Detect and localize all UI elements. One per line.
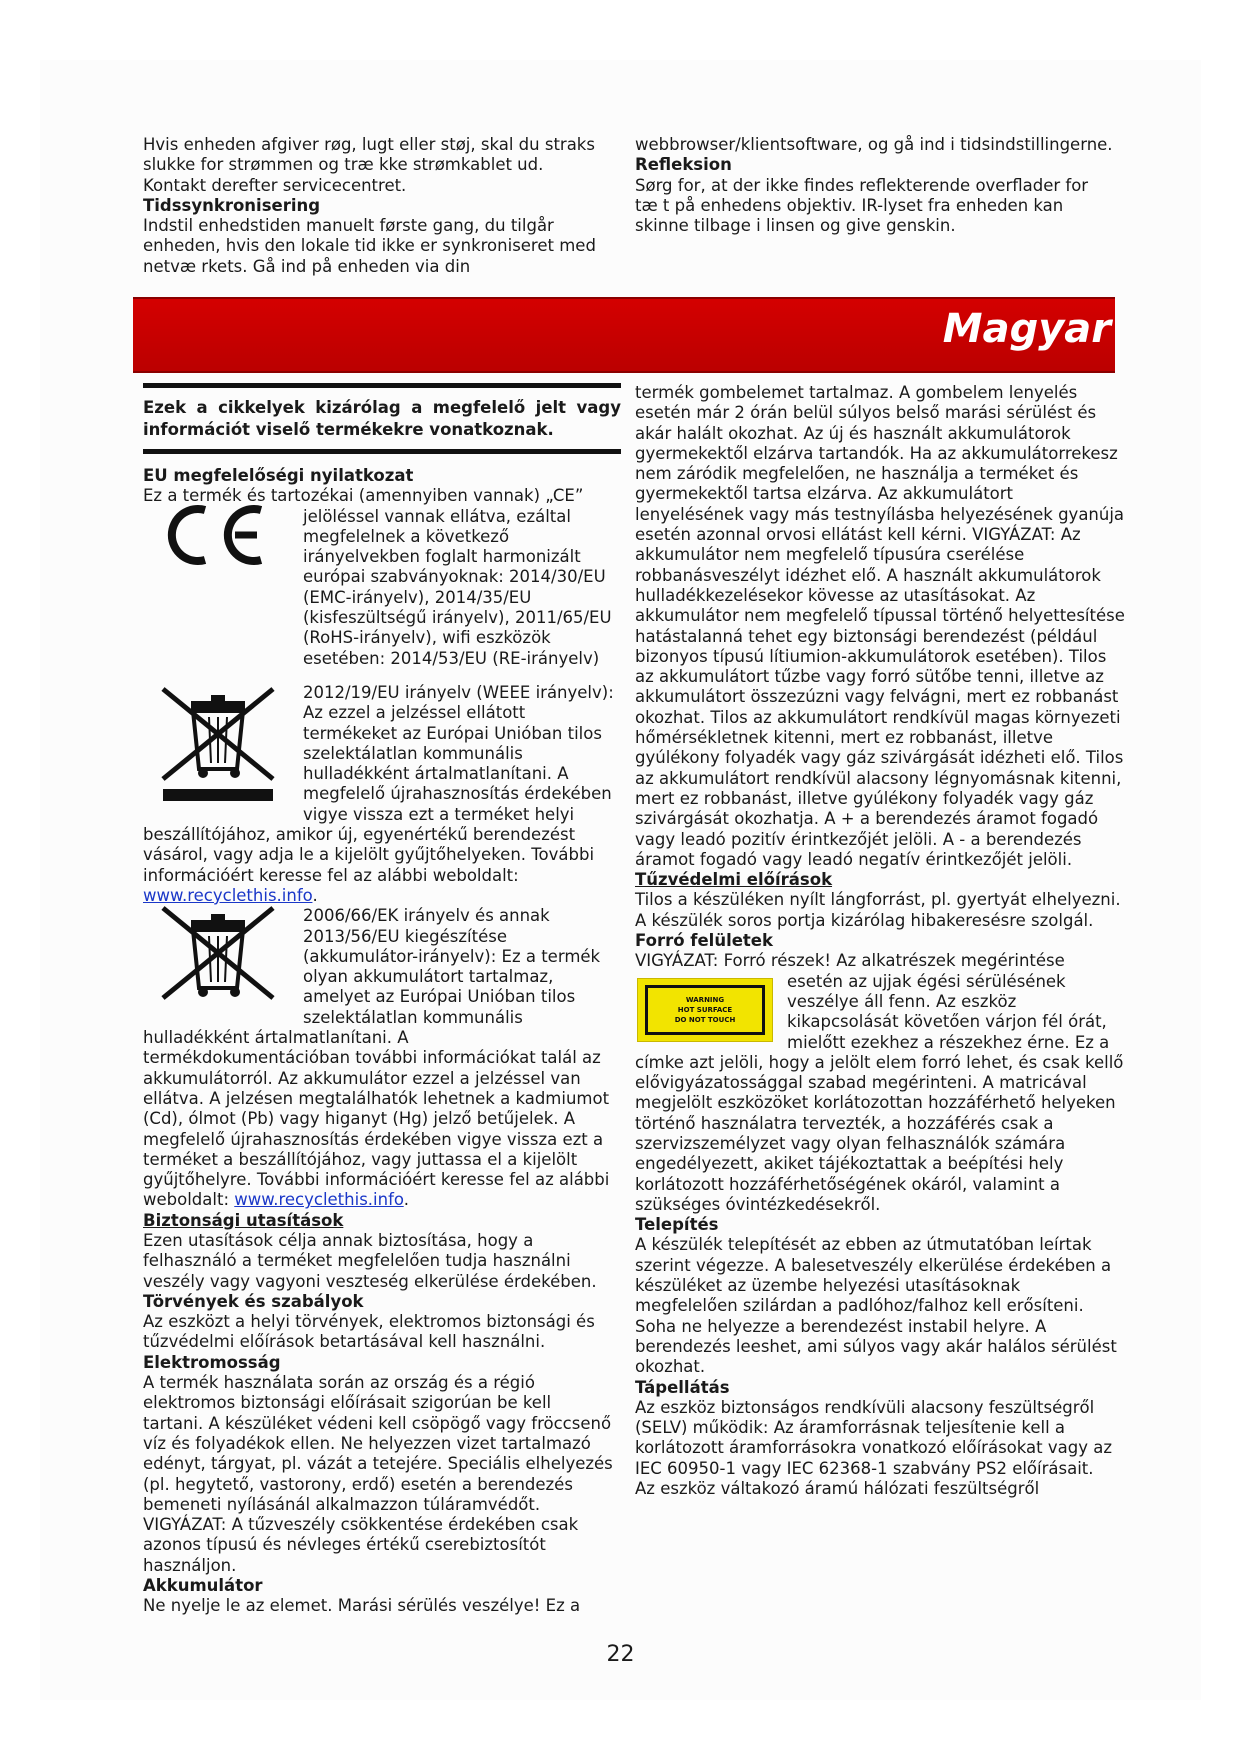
paragraph: Ne nyelje le az elemet. Marási sérülés veszélye! Ez a: [143, 1596, 581, 1616]
weee-bin-icon: [143, 683, 293, 803]
paragraph: esetén az ujjak égési sérülésének veszélye áll fenn. Az eszköz kikapcsolását követően várjon fél órát, mielőtt ezekhez a részekhez érne. Ez a címke azt jelöli, hogy a jelölt elem forró lehet, és csak kellő elővigyázatossággal szabad megérinteni. A matricával megjelölt eszközöket korlátozottan hozzáférhető helyeken történő használatra tervezték, a hozzáférés csak a szervizszemélyzet vagy olyan felhasználók számára engedélyezett, akiket tájékoztattak a beépítési hely korlátozott hozzáférhetőségének okáról, valamint a szükséges óvintézkedésekről.: [635, 971, 1124, 1214]
paragraph: VIGYÁZAT: Forró részek! Az alkatrészek megérintése: [635, 951, 1065, 971]
heading-fire: Tűzvédelmi előírások: [635, 870, 833, 890]
left-main-column: [143, 466, 615, 1617]
heading-refleksion: Refleksion: [635, 155, 732, 175]
paragraph: Hvis enheden afgiver røg, lugt eller støj, skal du straks slukke for strømmen og træ kke strømkablet ud.: [143, 135, 595, 175]
warning-line-3: DO NOT TOUCH: [674, 1015, 736, 1024]
paragraph: webbrowser/klientsoftware, og gå ind i tidsindstillingerne.: [635, 135, 1113, 154]
heading-laws: Törvények és szabályok: [143, 1291, 364, 1311]
paragraph: termék gombelemet tartalmaz. A gombelem lenyelés esetén már 2 órán belül súlyos belső marási sérülést és akár halált okozhat. Az új és használt akkumulátorok gyermekektől elzárva tartandók. Ha az akkumulátorrekesz nem záródik megfelelően, ne használja a terméket és gyermekektől tartsa elzárva. Az akkumulátort lenyelésének vagy más testnyílásba helyezésének gyanúja esetén azonnal orvosi ellátást kell kérni. VIGYÁZAT: Az akkumulátor nem megfelelő típusúra cserélése robbanásveszélyt idézhet elő. A használt akkumulátorok hulladékkezelésekor kövesse az utasításokat. Az akkumulátor nem megfelelő típussal történő helyettesítése hatástalanná tehet egy biztonsági berendezést (például bizonyos típusú lítiumion-akkumulátorok esetében). Tilos az akkumulátort tűzbe vagy forró sütőbe tenni, illetve az akkumulátort összezúzni vagy felvágni, mert ez robbanást okozhat. Tilos az akkumulátort rendkívül magas környezeti hőmérsékletnek kitenni, mert ez robbanást, illetve gyúlékony folyadék vagy gáz szivárgását idézheti elő. Tilos az akkumulátort rendkívül alacsony légnyomásnak kitenni, mert ez robbanást, illetve gyúlékony folyadék vagy gáz szivárgását okozhatja. A + a berendezés áramot fogadó vagy leadó pozitív érintkezőjét jelöli. A - a berendezés áramot fogadó vagy leadó negatív érintkezőjét jelöli.: [635, 383, 1125, 869]
heading-eu-declaration: EU megfelelőségi nyilatkozat: [143, 466, 414, 485]
warning-line-1: WARNING: [685, 995, 725, 1004]
weee-text: 2012/19/EU irányelv (WEEE irányelv): Az ezzel a jelzéssel ellátott termékeket az Európai Unióban tilos szelektálatlan kommunális hulladékként ártalmatlanítani. A megfelelő újrahasznosítás érdekében vigye vissza ezt a terméket helyi beszállítójához, amikor új, egyenértékű berendezést vásárol, vagy adja le a kijelölt gyűjtőhelyeken. További információért keresse fel az alábbi weboldalt:: [143, 682, 614, 885]
battery-text: 2006/66/EK irányelv és annak 2013/56/EU kiegészítése (akkumulátor-irányelv): Ez a termék olyan akkumulátort tartalmaz, amelyet az Európai Unióban tilos szelektálatlan kommunális hulladékként ártalmatlanítani. A termékdokumentációban további információkat talál az akkumulátorról. Az akkumulátor ezzel a jelzéssel van ellátva. A jelzésen megtalálhatók lehetnek a kadmiumot (Cd), ólmot (Pb) vagy higanyt (Hg) jelző betűjelek. A megfelelő újrahasznosítás érdekében vigye vissza ezt a terméket a beszállítójához, vagy juttassa el a kijelölt gyűjtőhelyre. További információért keresse fel az alábbi weboldalt:: [143, 906, 610, 1210]
banner-title: Magyar: [942, 306, 1111, 352]
paragraph: Az eszköz biztonságos rendkívüli alacsony feszültségről (SELV) működik: Az áramforrásnak teljesítenie kell a korlátozott áramforrásokra vonatkozó előírásokat vagy az IEC 60950-1 vagy IEC 62368-1 szabvány PS2 előírásait.: [635, 1397, 1112, 1478]
heading-battery: Akkumulátor: [143, 1576, 263, 1596]
heading-safety: Biztonsági utasítások: [143, 1210, 344, 1230]
heading-power: Tápellátás: [635, 1377, 730, 1397]
recyclethis-link-2[interactable]: www.recyclethis.info: [234, 1190, 404, 1210]
heading-electricity: Elektromosság: [143, 1352, 281, 1372]
heading-tidssynkronisering: Tidssynkronisering: [143, 195, 321, 215]
paragraph: Sørg for, at der ikke findes reflekterende overflader for tæ t på enhedens objektiv. IR-lyset fra enheden kan skinne tilbage i linsen og give genskin.: [635, 175, 1089, 236]
paragraph: Indstil enhedstiden manuelt første gang, du tilgår enheden, hvis den lokale tid ikke er synkroniseret med netvæ rkets. Gå ind på enheden via din: [143, 216, 596, 276]
paragraph: Az eszköz váltakozó áramú hálózati feszültségről: [635, 1479, 1040, 1499]
weee-end: .: [312, 885, 318, 905]
battery-end: .: [403, 1190, 409, 1210]
page-number: 22: [606, 1642, 635, 1667]
right-main-column: [635, 383, 1127, 1499]
paragraph: Tilos a készüléken nyílt lángforrást, pl. gyertyát elhelyezni. A készülék soros portja kizárólag hibakeresésre szolgál.: [635, 890, 1121, 930]
hot-surface-warning-icon: [637, 978, 773, 1042]
warning-line-2: HOT SURFACE: [677, 1005, 733, 1014]
recyclethis-link[interactable]: www.recyclethis.info: [143, 885, 313, 905]
paragraph: A termék használata során az ország és a régió elektromos biztonsági előírásait szigorúan be kell tartani. A készüléket védeni kell csöpögő vagy fröccsenő víz és folyadékok ellen. Ne helyezzen vizet tartalmazó edényt, tárgyat, pl. vázát a tetejére. Speciális elhelyezés (pl. hegytető, vastorony, erdő) esetén a berendezés bemeneti nyílásánál alkalmazzon túláramvédőt. VIGYÁZAT: A tűzveszély csökkentése érdekében csak azonos típusú és névleges értékű cserebiztosítót használjon.: [143, 1373, 613, 1575]
heading-hot-surfaces: Forró felületek: [635, 931, 773, 951]
top-right-column: [635, 135, 1115, 236]
notice-box: Ezek a cikkelyek kizárólag a megfelelő jelt vagy információt viselő termékekre vonatkoznak.: [143, 383, 621, 454]
battery-bin-icon: [143, 906, 293, 1010]
paragraph: Ezen utasítások célja annak biztosítása, hogy a felhasználó a terméket megfelelően tudja használni veszély vagy vagyoni veszteség elkerülése érdekében.: [143, 1230, 597, 1291]
top-left-column: [143, 135, 623, 277]
language-banner: [133, 297, 1115, 373]
heading-installation: Telepítés: [635, 1215, 719, 1235]
paragraph: Az eszközt a helyi törvények, elektromos biztonsági és tűzvédelmi előírások betartásával kell használni.: [143, 1312, 595, 1352]
ce-description: Ez a termék és tartozékai (amennyiben vannak) „CE” jelöléssel vannak ellátva, ezáltal megfelelnek a következő irányelvekben foglalt harmonizált európai szabványoknak: 2014/30/EU (EMC-irányelv), 2014/35/EU (kisfeszültségű irányelv), 2011/65/EU (RoHS-irányelv), wifi eszközök esetében: 2014/53/EU (RE-irányelv): [143, 486, 612, 668]
paragraph: A készülék telepítését az ebben az útmutatóban leírtak szerint végezze. A balesetveszély elkerülése érdekében a készüléket az üzembe helyezési utasításoknak megfelelően szilárdan a padlóhoz/falhoz kell erősíteni. Soha ne helyezze a berendezést instabil helyre. A berendezés leeshet, ami súlyos vagy akár halálos sérülést okozhat.: [635, 1235, 1117, 1377]
paragraph: Kontakt derefter servicecentret.: [143, 175, 407, 195]
